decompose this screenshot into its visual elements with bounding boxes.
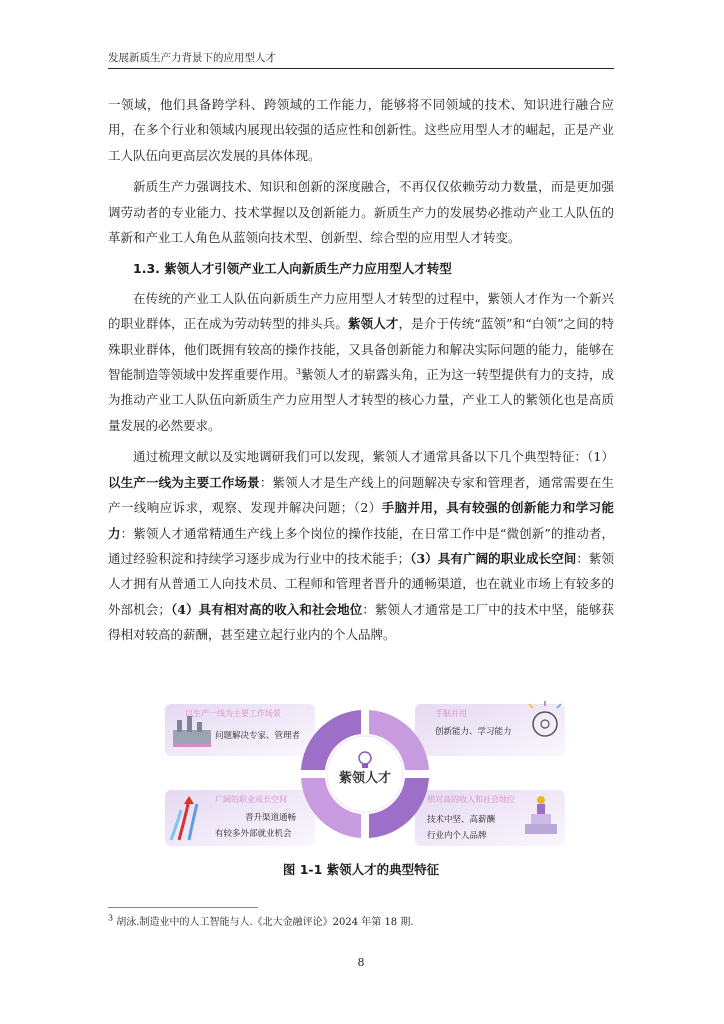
p4-text-g: ：紫领人才拥有从普通工人向技术员、工程师和管理者晋升的通畅渠道，也在就业市场上有较多的外部机会；: [108, 550, 614, 617]
center-label: 紫领人才: [338, 771, 392, 786]
q4-desc-2: 行业内个人品牌: [427, 831, 487, 841]
q1-desc: 问题解决专家、管理者: [215, 731, 301, 741]
p4-text-a: 通过梳理文献以及实地调研我们可以发现，紫领人才通常具备以下几个典型特征：（1）: [133, 449, 614, 465]
paragraph-1: 一领域，他们具备跨学科、跨领域的工作能力，能够将不同领域的技术、知识进行融合应用，在多个行业和领域内展现出较强的适应性和创新性。这些应用型人才的崛起，正是产业工人队伍向更高层次发展的具体体现。: [108, 97, 614, 163]
p4-text-c: ：紫领人才是生产线上的问题解决专家和管理者，通常需要在生产一线响应诉求，观察、发现并解决问题；（2）: [108, 474, 614, 516]
footnote: [108, 913, 414, 928]
q4-title: 相对高的收入和社会地位: [427, 795, 515, 804]
footnote-text: 胡泳.制造业中的人工智能与人.《北大金融评论》2024 年第 18 期.: [116, 917, 414, 928]
q3-desc-2: 有较多外部就业机会: [215, 829, 292, 839]
q3-desc-1: 晋升渠道通畅: [245, 813, 297, 823]
p4-text-i: ：紫领人才通常是工厂中的技术中坚，能够获得相对较高的薪酬，甚至建立起行业内的个人品牌。: [108, 601, 614, 643]
paragraph-2: 新质生产力强调技术、知识和创新的深度融合，不再仅仅依赖劳动力数量，而是更加强调劳动者的专业能力、技术掌握以及创新能力。新质生产力的发展势必推动产业工人队伍的革新和产业工人角色从蓝领向技术型、创新型、综合型的应用型人才转变。: [108, 179, 614, 246]
p3-text-a: 在传统的产业工人队伍向新质生产力应用型人才转型的过程中，紫领人才作为一个新兴的职业群体，正在成为劳动转型的排头兵。: [108, 290, 614, 332]
p3-text-c: ，是介于传统“蓝领”和“白领”之间的特殊职业群体，他们既拥有较高的操作技能，又具备创新能力和解决实际问题的能力，能够在智能制造等领域中发挥重要作用。: [108, 316, 614, 383]
footnote-mark: 3: [108, 913, 114, 923]
p4-bold-1: 以生产一线为主要工作场景: [108, 474, 260, 490]
paragraph-3: [108, 286, 614, 438]
q1-title: 以生产一线为主要工作场景: [185, 709, 281, 718]
p4-bold-4: （4）具有相对高的收入和社会地位: [170, 601, 363, 617]
footnote-divider: [108, 907, 258, 908]
q3-title: 广阔的职业成长空间: [215, 795, 287, 804]
p3-text-d: 紫领人才的崭露头角，正为这一转型提供有力的支持，成为推动产业工人队伍向新质生产力应用型人才转型的核心力量，产业工人的紫领化也是高质量发展的必然要求。: [108, 367, 614, 433]
p4-text-e: ：紫领人才通常精通生产线上多个岗位的操作技能，在日常工作中是“微创新”的推动者，通过经验积淀和持续学习逐步成为行业中的技术能手；: [108, 525, 614, 566]
p4-bold-3: （3）具有广阔的职业成长空间: [410, 550, 577, 566]
running-header-title: 发展新质生产力背景下的应用型人才: [108, 52, 276, 64]
q2-desc: 创新能力、学习能力: [435, 727, 512, 737]
figure-caption: 图 1-1 紫领人才的典型特征: [282, 862, 440, 877]
running-header: [108, 50, 614, 69]
page-number: 8: [357, 956, 365, 969]
q4-desc-1: 技术中坚、高薪酬: [427, 815, 496, 825]
section-heading: 1.3. 紫领人才引领产业工人向新质生产力应用型人才转型: [133, 261, 452, 277]
paragraph-4: [108, 444, 614, 647]
p3-bold-term: 紫领人才: [348, 316, 399, 332]
footnote-ref[interactable]: 3: [295, 366, 301, 376]
body-text: [108, 92, 614, 654]
p4-bold-2: 手脑并用，具有较强的创新能力和学习能力: [108, 500, 614, 541]
q2-title: 手脑并用: [435, 709, 467, 718]
figure-purple-collar-traits: [165, 700, 565, 848]
